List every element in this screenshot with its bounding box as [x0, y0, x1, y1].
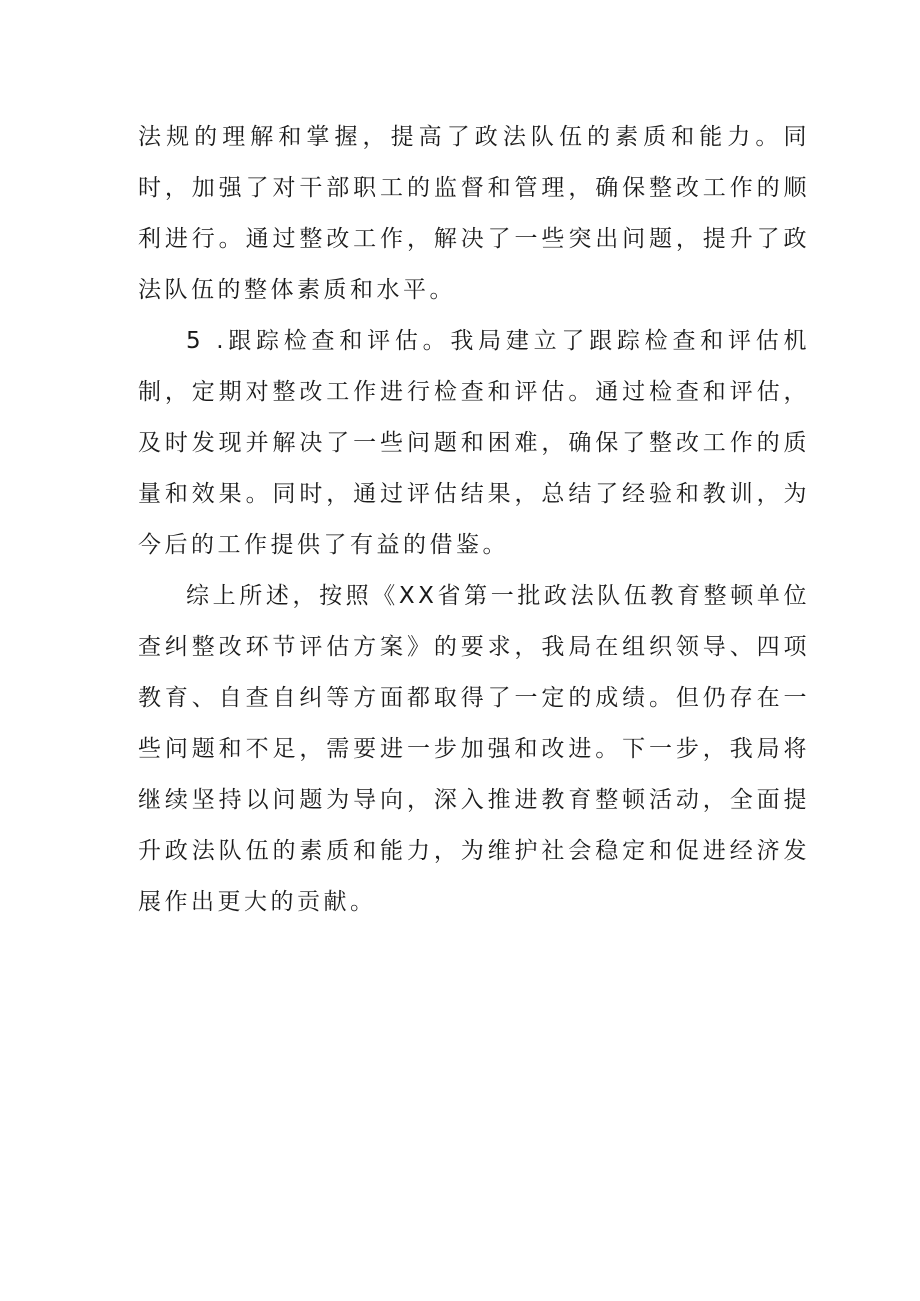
paragraph-item-5: 5 .跟踪检查和评估。我局建立了跟踪检查和评估机制，定期对整改工作进行检查和评估。通过检查和评估，及时发现并解决了一些问题和困难，确保了整改工作的质量和效果。同时，通过评估结果，总结了经验和教训，为今后的工作提供了有益的借鉴。: [138, 328, 810, 558]
document-body: [138, 112, 810, 928]
paragraph-continuation: 法规的理解和掌握，提高了政法队伍的素质和能力。同时，加强了对干部职工的监督和管理，确保整改工作的顺利进行。通过整改工作，解决了一些突出问题，提升了政法队伍的整体素质和水平。: [138, 124, 810, 303]
paragraph-summary: 综上所述，按照《XX省第一批政法队伍教育整顿单位查纠整改环节评估方案》的要求，我局在组织领导、四项教育、自查自纠等方面都取得了一定的成绩。但仍存在一些问题和不足，需要进一步加强和改进。下一步，我局将继续坚持以问题为导向，深入推进教育整顿活动，全面提升政法队伍的素质和能力，为维护社会稳定和促进经济发展作出更大的贡献。: [138, 583, 810, 915]
